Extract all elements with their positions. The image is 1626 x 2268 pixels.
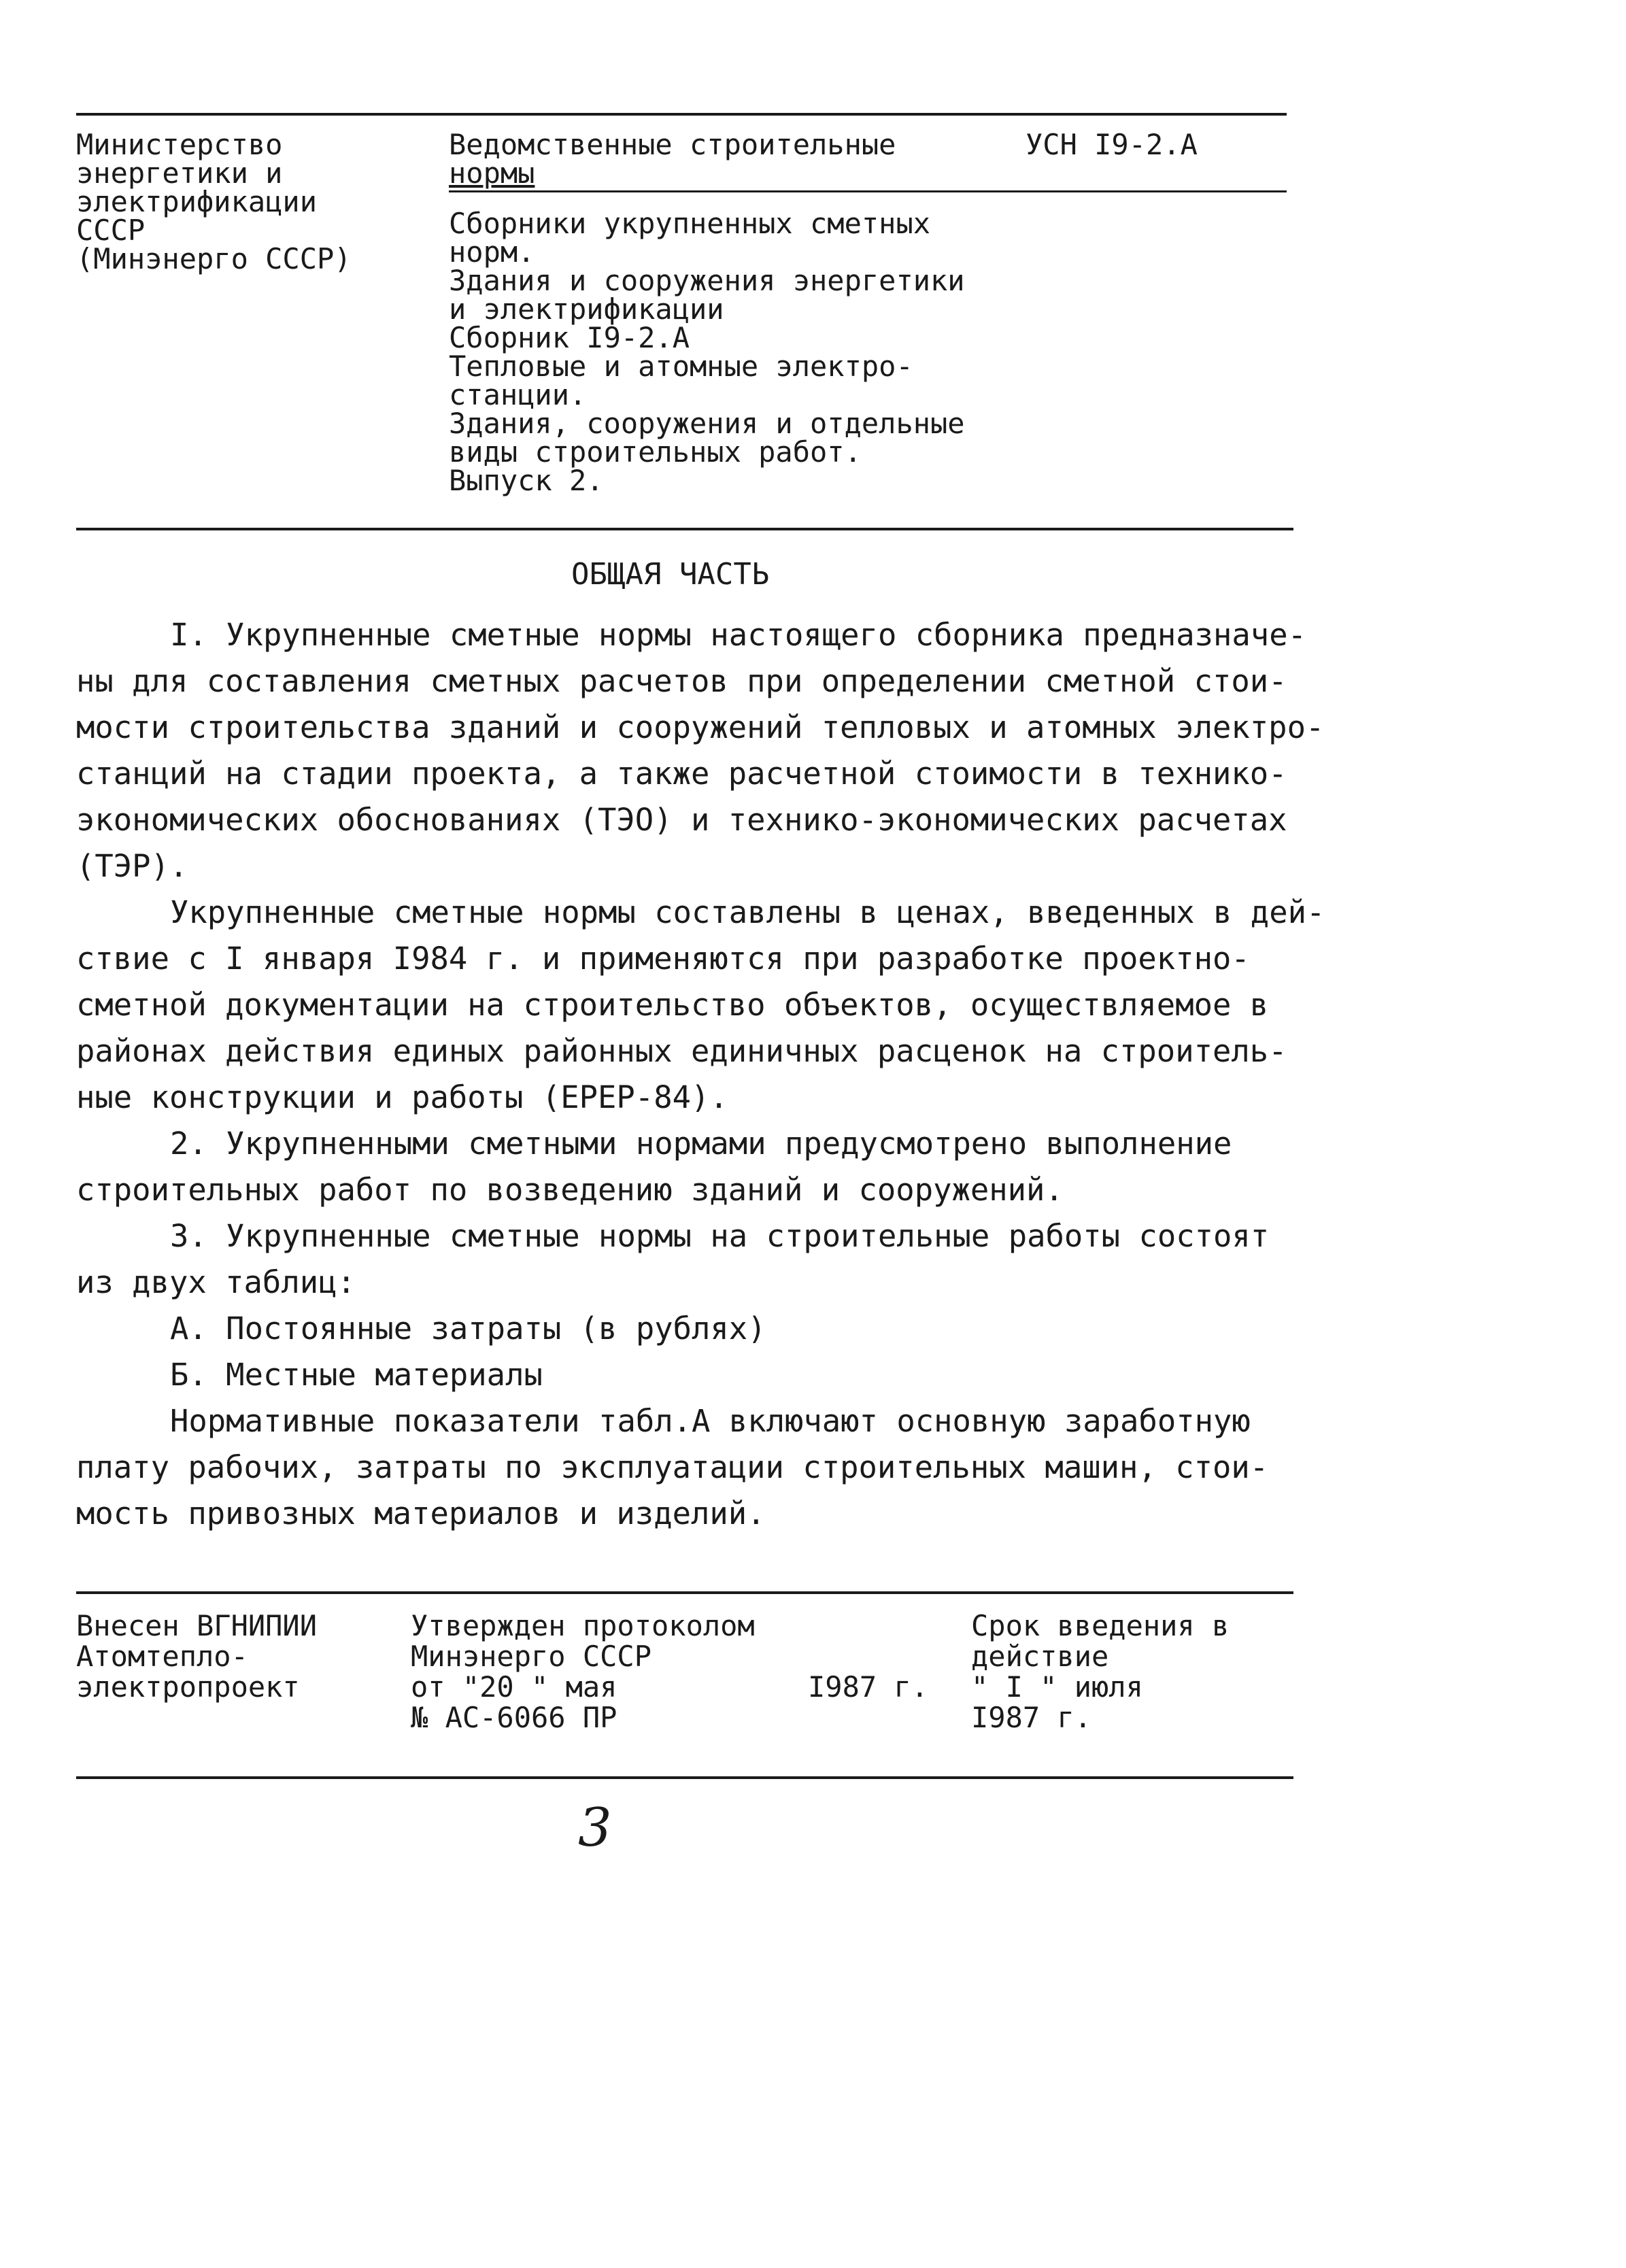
- body-line: ные конструкции и работы (ЕРЕР-84).: [76, 1079, 728, 1115]
- submitted-line: электропроект: [76, 1670, 300, 1704]
- collection-line: и электрификации: [449, 292, 724, 326]
- collection-line: Выпуск 2.: [449, 464, 604, 497]
- issuer-line: СССР: [76, 214, 146, 247]
- submitted-by: [76, 1610, 317, 1702]
- issuer-line: энергетики и: [76, 156, 283, 190]
- approved-line: Минэнерго СССР: [411, 1640, 652, 1673]
- collection-line: Тепловые и атомные электро-: [449, 350, 913, 383]
- header-bottom-rule: [76, 528, 1293, 530]
- submitted-line: Атомтепло-: [76, 1640, 248, 1673]
- body-line: из двух таблиц:: [76, 1264, 356, 1300]
- header-top-rule: [76, 113, 1287, 116]
- body-line: ны для составления сметных расчетов при определении сметной стои-: [76, 663, 1287, 699]
- body-line: плату рабочих, затраты по эксплуатации строительных машин, стои-: [76, 1449, 1269, 1485]
- collection-line: Здания, сооружения и отдельные: [449, 407, 965, 440]
- norm-type-line: Ведомственные строительные: [449, 128, 896, 161]
- body-line: 2. Укрупненными сметными нормами предусмотрено выполнение: [170, 1125, 1232, 1162]
- body-line: (ТЭР).: [76, 848, 188, 884]
- norm-type: [449, 128, 896, 190]
- issuer-line: электрификации: [76, 185, 318, 218]
- collection-title-block: [449, 209, 965, 495]
- footer-bottom-rule: [76, 1776, 1293, 1779]
- body-line: Б. Местные материалы: [170, 1357, 543, 1393]
- collection-line: норм.: [449, 235, 535, 269]
- issuer-block: [76, 128, 352, 275]
- effective-line: действие: [971, 1640, 1109, 1673]
- body-line: А. Постоянные затраты (в рублях): [170, 1310, 766, 1347]
- approved-by: [411, 1610, 755, 1733]
- approved-line: № АС-6066 ПР: [411, 1701, 617, 1734]
- body-line: 3. Укрупненные сметные нормы на строительные работы состоят: [170, 1218, 1270, 1254]
- effective-line: " I " июля: [971, 1670, 1143, 1704]
- body-line: ствие с I января I984 г. и применяются при разработке проектно-: [76, 941, 1250, 977]
- norm-code: УСН I9-2.А: [1026, 128, 1198, 161]
- page-number: 3: [578, 1797, 612, 1859]
- collection-line: виды строительных работ.: [449, 435, 862, 469]
- effective-line: I987 г.: [971, 1701, 1092, 1734]
- header-inner-rule: [449, 190, 1287, 192]
- body-line: мости строительства зданий и сооружений тепловых и атомных электро-: [76, 709, 1325, 745]
- effective-line: Срок введения в: [971, 1609, 1230, 1642]
- body-line: I. Укрупненные сметные нормы настоящего сборника предназначе-: [170, 617, 1306, 653]
- body-line: Укрупненные сметные нормы составлены в ценах, введенных в дей-: [170, 894, 1325, 930]
- collection-line: Здания и сооружения энергетики: [449, 264, 965, 297]
- norm-type-line: нормы: [449, 156, 535, 190]
- body-line: станций на стадии проекта, а также расчетной стоимости в технико-: [76, 756, 1287, 792]
- approved-year: I987 г.: [808, 1670, 929, 1704]
- approved-line: Утвержден протоколом: [411, 1609, 755, 1642]
- body-line: районах действия единых районных единичных расценок на строитель-: [76, 1033, 1287, 1069]
- collection-line: Сборник I9-2.А: [449, 321, 690, 354]
- body-line: сметной документации на строительство объектов, осуществляемое в: [76, 987, 1269, 1023]
- issuer-line: (Минэнерго СССР): [76, 242, 352, 275]
- body-line: экономических обоснованиях (ТЭО) и технико-экономических расчетах: [76, 802, 1287, 838]
- body-text: [76, 612, 1355, 1537]
- issuer-line: Министерство: [76, 128, 283, 161]
- collection-line: Сборники укрупненных сметных: [449, 207, 931, 240]
- body-line: Нормативные показатели табл.А включают основную заработную: [170, 1403, 1251, 1439]
- body-line: мость привозных материалов и изделий.: [76, 1495, 766, 1531]
- submitted-line: Внесен ВГНИПИИ: [76, 1609, 318, 1642]
- body-line: строительных работ по возведению зданий и сооружений.: [76, 1172, 1064, 1208]
- approved-line: от "20 " мая: [411, 1670, 617, 1704]
- footer-top-rule: [76, 1591, 1293, 1594]
- effective-date: [971, 1610, 1229, 1733]
- collection-line: станции.: [449, 378, 587, 411]
- section-title: ОБЩАЯ ЧАСТЬ: [571, 557, 770, 592]
